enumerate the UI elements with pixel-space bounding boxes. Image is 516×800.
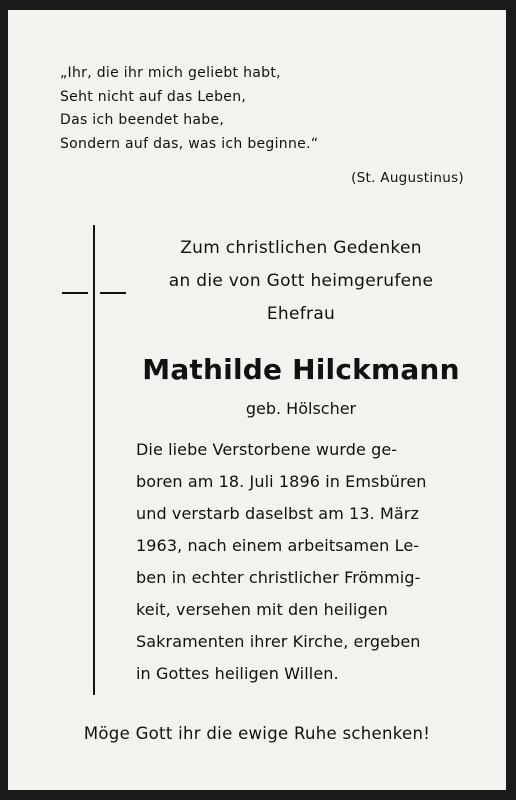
quote-line: Sondern auf das, was ich beginne.“ [60,135,319,152]
biography-text [136,434,472,690]
quote-line: „Ihr, die ihr mich geliebt habt, [60,65,281,81]
bio-line: Sakramenten ihrer Kirche, ergeben [136,632,421,651]
cross-icon [93,225,95,695]
deceased-name: Mathilde Hilckmann [142,353,460,386]
intro-line: an die von Gott heimgerufene [168,271,434,291]
bio-line: boren am 18. Juli 1896 in Emsbüren [136,472,427,491]
maiden-name: geb. Hölscher [245,399,357,418]
cross-bar-left [62,292,88,294]
memorial-card [8,10,506,790]
bio-line: Die liebe Verstorbene wurde ge- [136,440,398,459]
closing-prayer: Möge Gott ihr die ewige Ruhe schenken! [83,724,431,743]
intro-block [128,232,474,331]
quote-attribution: (St. Augustinus) [351,170,464,186]
bio-line: in Gottes heiligen Willen. [136,664,339,683]
quote-line: Seht nicht auf das Leben, [60,88,247,105]
bio-line: keit, versehen mit den heiligen [136,600,388,619]
intro-line: Zum christlichen Gedenken [180,238,422,258]
quote-block [60,62,318,156]
intro-line: Ehefrau [266,304,336,324]
bio-line: ben in echter christlicher Frömmig- [136,568,421,587]
bio-line: und verstarb daselbst am 13. März [136,504,419,523]
bio-line: 1963, nach einem arbeitsamen Le- [136,536,420,555]
cross-bar-right [100,292,126,294]
quote-line: Das ich beendet habe, [60,112,225,128]
